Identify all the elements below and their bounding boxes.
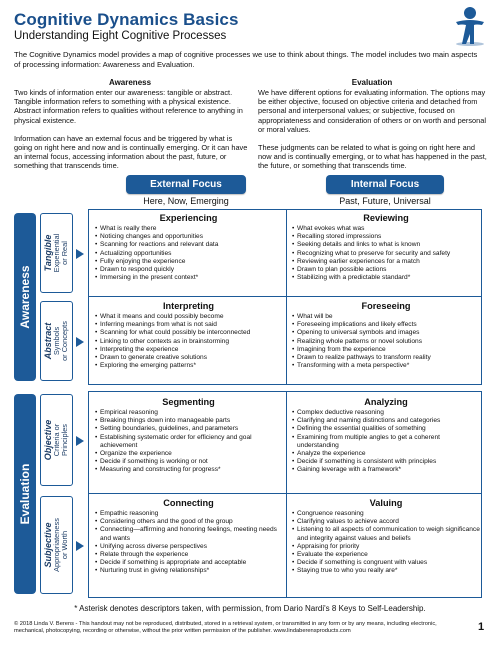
list-item: • Actualizing opportunities [95,250,282,258]
list-item: • What is really there [95,225,282,233]
list-item: • Decide if something is consistent with principles [292,458,480,466]
evaluation-side-label: Evaluation [14,394,36,594]
awareness-heading: Awareness [108,78,152,87]
evaluation-grid [88,391,482,598]
awareness-grid [88,209,482,385]
external-focus-subtitle: Here, Now, Emerging [143,196,229,206]
abstract-label: Abstract Symbols or Concepts [40,301,73,381]
valuing-list [292,510,480,576]
list-item: • Drawn to plan possible actions [292,266,480,274]
list-item: • What evokes what was [292,225,480,233]
interpreting-title: Interpreting [162,301,215,311]
list-item: • What will be [292,313,480,321]
list-item: • Decide if something is appropriate and acceptable [95,559,282,567]
list-item: • Decide if something is working or not [95,458,282,466]
list-item: • Gaining leverage with a framework* [292,466,480,474]
reviewing-cell [292,213,480,282]
awareness-paragraph-1: Two kinds of information enter our awareness: tangible or abstract. Tangible information refers to something with a physical existence. Abstract information refers to qualities without reference to anything in physical existence. [14,88,243,125]
list-item: • Relate through the experience [95,551,282,559]
objective-label: Objective Criteria or Principles [40,394,73,486]
tangible-arrow-icon [76,249,84,259]
page-title: Cognitive Dynamics Basics [14,10,239,29]
subjective-arrow-icon [76,541,84,551]
evaluation-heading: Evaluation [351,78,393,87]
experiencing-list [95,225,282,282]
tangible-label: Tangible Experiential or Real [40,213,73,293]
list-item: • Connecting—affirming and honoring feelings, meeting needs and wants [95,526,282,542]
list-item: • Measuring and constructing for progress* [95,466,282,474]
list-item: • Breaking things down into manageable parts [95,417,282,425]
segmenting-list [95,409,282,475]
evaluation-paragraph-2: These judgments can be related to what is going on right here and now and is continually emerging, or to what has happened in the past, the future, or something that transcends time. [258,143,487,171]
list-item: • Interpreting the experience [95,346,282,354]
list-item: • Congruence reasoning [292,510,480,518]
list-item: • Evaluate the experience [292,551,480,559]
list-item: • Drawn to generate creative solutions [95,354,282,362]
awareness-paragraph-2: Information can have an external focus and be triggered by what is going on right here and now and is continually emerging. Or it can have an internal focus, accessing information about the past, future, or something that transcends time. [14,133,248,171]
valuing-title: Valuing [369,498,403,508]
connecting-cell [95,498,282,576]
list-item: • Drawn to realize pathways to transform reality [292,354,480,362]
list-item: • Empirical reasoning [95,409,282,417]
list-item: • Exploring the emerging patterns* [95,362,282,370]
list-item: • Imagining from the experience [292,346,480,354]
reviewing-title: Reviewing [363,213,409,223]
list-item: • Linking to other contexts as in brainstorming [95,338,282,346]
list-item: • Realizing whole patterns or novel solutions [292,338,480,346]
list-item: • Recognizing what to preserve for security and safety [292,250,480,258]
list-item: • Inferring meanings from what is not said [95,321,282,329]
abstract-arrow-icon [76,337,84,347]
awareness-text [14,88,248,171]
list-item: • Foreseeing implications and likely effects [292,321,480,329]
list-item: • Scanning for reactions and relevant data [95,241,282,249]
experiencing-title: Experiencing [159,213,218,223]
list-item: • Clarifying and naming distinctions and categories [292,417,480,425]
analyzing-title: Analyzing [364,397,408,407]
list-item: • Organize the experience [95,450,282,458]
list-item: • Stabilizing with a predictable standard* [292,274,480,282]
list-item: • Establishing systematic order for efficiency and goal achievement [95,434,282,450]
list-item: • Empathic reasoning [95,510,282,518]
list-item: • Unifying across diverse perspectives [95,543,282,551]
list-item: • Opening to universal symbols and images [292,329,480,337]
copyright-notice: © 2018 Linda V. Berens - This handout may not be reproduced, distributed, stored in a retrieval system, or transmitted in any form or by any means, including electronic, mechanical, photocopying, recording or otherwise, without the prior written permission of the publisher. www.lindaberensproducts.com [14,621,437,635]
analyzing-list [292,409,480,475]
list-item: • Listening to all aspects of communication to weigh significance and integrity against values and beliefs [292,526,480,542]
segmenting-cell [95,397,282,475]
objective-arrow-icon [76,436,84,446]
connecting-list [95,510,282,576]
evaluation-paragraph-1: We have different options for evaluating information. The options may be either objective, focused on objective criteria and detached from personal and interpersonal values; or subjective, focused on appropriateness and consideration of others or on worth and personal or moral values. [258,88,487,134]
list-item: • Drawn to respond quickly [95,266,282,274]
list-item: • Clarifying values to achieve accord [292,518,480,526]
list-item: • Immersing in the present context* [95,274,282,282]
list-item: • Defining the essential qualities of something [292,425,480,433]
subjective-label: Subjective Appropriateness or Worth [40,496,73,594]
foreseeing-cell [292,301,480,370]
asterisk-footnote: * Asterisk denotes descriptors taken, with permission, from Dario Nardi's 8 Keys to Self-Leadership. [74,604,426,613]
valuing-cell [292,498,480,576]
page-number: 1 [478,621,485,633]
list-item: • Reviewing earlier experiences for a match [292,258,480,266]
list-item: • Decide if something is congruent with values [292,559,480,567]
experiencing-cell [95,213,282,282]
list-item: • What it means and could possibly become [95,313,282,321]
external-focus-header: External Focus [126,175,246,194]
internal-focus-header: Internal Focus [326,175,444,194]
list-item: • Setting boundaries, guidelines, and parameters [95,425,282,433]
list-item: • Fully enjoying the experience [95,258,282,266]
segmenting-title: Segmenting [162,397,215,407]
list-item: • Analyze the experience [292,450,480,458]
page-subtitle: Understanding Eight Cognitive Processes [14,30,227,42]
list-item: • Transforming with a meta perspective* [292,362,480,370]
list-item: • Considering others and the good of the group [95,518,282,526]
analyzing-cell [292,397,480,475]
reviewing-list [292,225,480,282]
list-item: • Appraising for priority [292,543,480,551]
interpreting-list [95,313,282,370]
list-item: • Staying true to who you really are* [292,567,480,575]
intro-paragraph: The Cognitive Dynamics model provides a map of cognitive processes we use to think about things. The model includes two main aspects of processing information: Awareness and Evaluation. [14,50,478,69]
foreseeing-list [292,313,480,370]
list-item: • Examining from multiple angles to get a coherent understanding [292,434,480,450]
interpreting-cell [95,301,282,370]
internal-focus-subtitle: Past, Future, Universal [339,196,431,206]
evaluation-text [258,88,488,171]
list-item: • Scanning for what could possibly be interconnected [95,329,282,337]
connecting-title: Connecting [163,498,214,508]
foreseeing-title: Foreseeing [361,301,411,311]
list-item: • Recalling stored impressions [292,233,480,241]
list-item: • Noticing changes and opportunities [95,233,282,241]
awareness-side-label: Awareness [14,213,36,381]
person-logo-icon [452,6,488,46]
list-item: • Seeking details and links to what is known [292,241,480,249]
list-item: • Nurturing trust in giving relationships* [95,567,282,575]
list-item: • Complex deductive reasoning [292,409,480,417]
